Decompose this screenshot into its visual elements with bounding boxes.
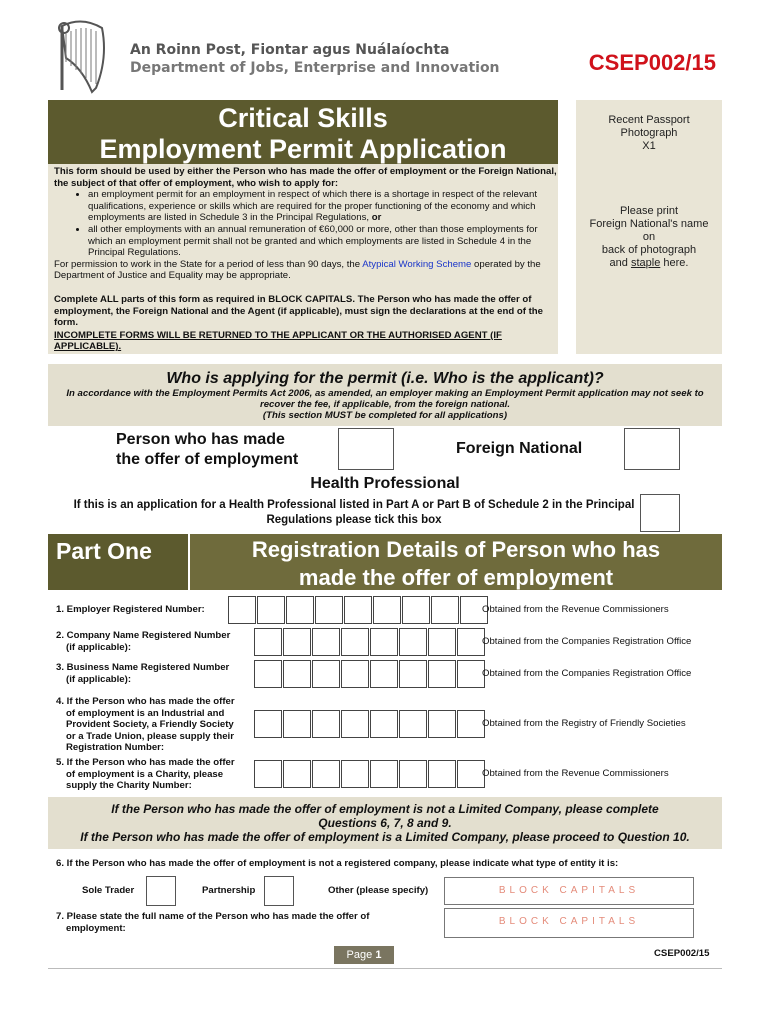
q1-input-cells[interactable]	[228, 596, 489, 624]
partnership-checkbox[interactable]	[264, 876, 294, 906]
title-line-1: Critical Skills	[218, 103, 388, 133]
part-one-title: Registration Details of Person who has made the offer of employment	[190, 534, 722, 590]
q7-label: 7. Please state the full name of the Person who has made the offer of employment:	[56, 911, 370, 934]
photo-line-8: and staple here.	[609, 257, 689, 269]
q3-label: 3. Business Name Registered Number (if applicable):	[56, 662, 230, 685]
q5-label: 5. If the Person who has made the offer of employment is a Charity, please supply the Charity Number:	[56, 757, 235, 791]
footer-form-code: CSEP002/15	[654, 948, 710, 959]
photo-line-1: Recent Passport	[608, 114, 690, 126]
q5-input-cells[interactable]	[254, 760, 486, 788]
q3-note: Obtained from the Companies Registration Office	[482, 668, 692, 679]
form-code: CSEP002/15	[588, 50, 716, 75]
page-indicator: Page 1	[334, 946, 394, 964]
limited-company-instructions: If the Person who has made the offer of employment is not a Limited Company, please complete Questions 6, 7, 8 and 9. If the Person who has made the offer of employment is a Limited Company, please proceed to Question 10.	[48, 797, 722, 849]
other-label: Other (please specify)	[328, 885, 429, 896]
department-name-english: Department of Jobs, Enterprise and Innovation	[130, 60, 500, 76]
photo-line-4: Please print	[619, 205, 679, 217]
employer-full-name-input[interactable]: BLOCK CAPITALS	[444, 908, 694, 938]
q2-note: Obtained from the Companies Registration Office	[482, 636, 692, 647]
intro-para-4: INCOMPLETE FORMS WILL BE RETURNED TO THE APPLICANT OR THE AUTHORISED AGENT (IF APPLICABLE).	[54, 329, 502, 353]
passport-photo-area	[576, 100, 722, 354]
applicant-subtext-2: (This section MUST be completed for all applications)	[262, 410, 508, 421]
photo-line-3: X1	[642, 140, 656, 152]
intro-para-2: For permission to work in the State for a period of less than 90 days, the Atypical Working Scheme operated by the Department of Justice and Equality may be appropriate.	[54, 258, 541, 282]
q2-label: 2. Company Name Registered Number (if applicable):	[56, 630, 231, 653]
photo-line-6: on	[642, 231, 656, 243]
applicant-subtext-1: In accordance with the Employment Permits Act 2006, as amended, an employer making an Employment Permit application may not seek to recover the fee, if applicable, from the foreign national.	[66, 388, 704, 410]
q5-note: Obtained from the Revenue Commissioners	[482, 768, 669, 779]
intro-bullet-2: • all other employments with an annual remuneration of €60,000 or more, other than those employments for which an employment permit shall not be granted and which employments are listed in Schedule 4 in the Principal Regulations.	[88, 224, 558, 259]
part-one-label: Part One	[48, 534, 188, 590]
other-specify-input[interactable]: BLOCK CAPITALS	[444, 877, 694, 905]
q4-label: 4. If the Person who has made the offer of employment is an Industrial and Provident Society, a Friendly Society or a Trade Union, please supply their Registration Number:	[56, 696, 235, 753]
applicant-section-header	[48, 364, 722, 426]
q2-input-cells[interactable]	[254, 628, 486, 656]
intro-para-1: This form should be used by either the Person who has made the offer of employment or the Foreign National, the subject of that offer of employment, who wish to apply for:	[54, 166, 557, 189]
option-foreign-national-label: Foreign National	[456, 440, 583, 457]
intro-bullet-1: • an employment permit for an employment in respect of which there is a shortage in respect of the relevant qualifications, experience or skills which are required for the proper functioning of the economy and which employments are listed in Schedule 3 in the Principal Regulations, or	[88, 189, 558, 224]
intro-text	[48, 164, 558, 354]
q4-input-cells[interactable]	[254, 710, 486, 738]
photo-line-5: Foreign National's name	[589, 218, 709, 230]
option-foreign-national-checkbox[interactable]	[624, 428, 680, 470]
health-professional-checkbox[interactable]	[640, 494, 680, 532]
harp-icon	[52, 18, 110, 96]
q6-label: 6. If the Person who has made the offer of employment is not a registered company, please indicate what type of entity it is:	[56, 858, 619, 869]
photo-line-2: Photograph	[620, 127, 678, 139]
sole-trader-label: Sole Trader	[82, 885, 135, 896]
photo-line-7: back of photograph	[601, 244, 697, 256]
q1-note: Obtained from the Revenue Commissioners	[482, 604, 669, 615]
applicant-heading: Who is applying for the permit (i.e. Who is the applicant)?	[166, 370, 604, 387]
department-name-irish: An Roinn Post, Fiontar agus Nuálaíochta	[130, 42, 450, 58]
q3-input-cells[interactable]	[254, 660, 486, 688]
sole-trader-checkbox[interactable]	[146, 876, 176, 906]
health-professional-description: If this is an application for a Health Professional listed in Part A or Part B of Schedule 2 in the Principal Regulations please tick this box	[73, 499, 635, 526]
atypical-working-scheme-link[interactable]: Atypical Working Scheme	[362, 258, 472, 270]
option-employer-checkbox[interactable]	[338, 428, 394, 470]
option-employer-label: Person who has made the offer of employment	[116, 431, 299, 468]
partnership-label: Partnership	[202, 885, 256, 896]
q1-label: 1. Employer Registered Number:	[56, 604, 205, 615]
q4-note: Obtained from the Registry of Friendly Societies	[482, 718, 686, 729]
footer-divider	[48, 968, 722, 969]
intro-para-3: Complete ALL parts of this form as required in BLOCK CAPITALS. The Person who has made the offer of employment, the Foreign National and the Agent (if applicable), must sign the declarations at the end of the form.	[54, 293, 543, 329]
title-line-2: Employment Permit Application	[99, 134, 507, 164]
health-professional-title: Health Professional	[310, 475, 460, 492]
form-title	[48, 100, 558, 164]
